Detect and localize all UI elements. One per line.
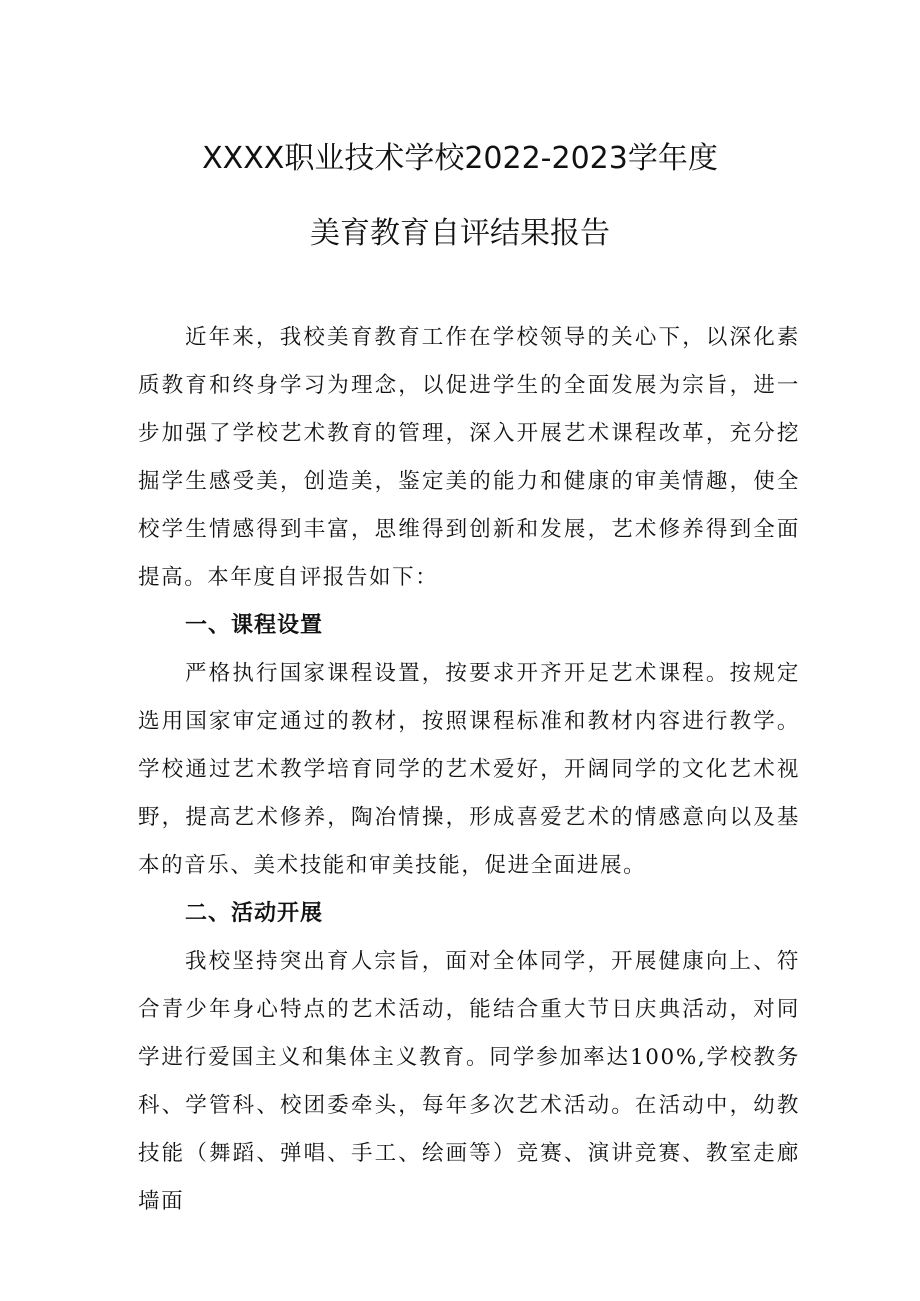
document-body — [138, 314, 800, 1226]
section-body-activities: 我校坚持突出育人宗旨，面对全体同学，开展健康向上、符合青少年身心特点的艺术活动，能结合重大节日庆典活动，对同学进行爱国主义和集体主义教育。同学参加率达100%,学校教务科、学管科、校团委牵头，每年多次艺术活动。在活动中，幼教技能（舞蹈、弹唱、手工、绘画等）竞赛、演讲竞赛、教室走廊墙面 — [138, 949, 800, 1214]
document-title-line-1: XXXX职业技术学校2022-2023学年度 — [202, 141, 718, 176]
section-body-curriculum: 严格执行国家课程设置，按要求开齐开足艺术课程。按规定选用国家审定通过的教材，按照课程标准和教材内容进行教学。学校通过艺术教学培育同学的艺术爱好，开阔同学的文化艺术视野，提高艺术修养，陶冶情操，形成喜爱艺术的情感意向以及基本的音乐、美术技能和审美技能，促进全面进展。 — [138, 661, 800, 878]
section-heading-activities: 二、活动开展 — [185, 901, 324, 926]
section-heading-curriculum: 一、课程设置 — [185, 613, 324, 638]
document-title-line-2: 美育教育自评结果报告 — [310, 216, 610, 251]
intro-paragraph: 近年来，我校美育教育工作在学校领导的关心下，以深化素质教育和终身学习为理念，以促进学生的全面发展为宗旨，进一步加强了学校艺术教育的管理，深入开展艺术课程改革，充分挖掘学生感受美，创造美，鉴定美的能力和健康的审美情趣，使全校学生情感得到丰富，思维得到创新和发展，艺术修养得到全面提高。本年度自评报告如下： — [138, 325, 800, 590]
